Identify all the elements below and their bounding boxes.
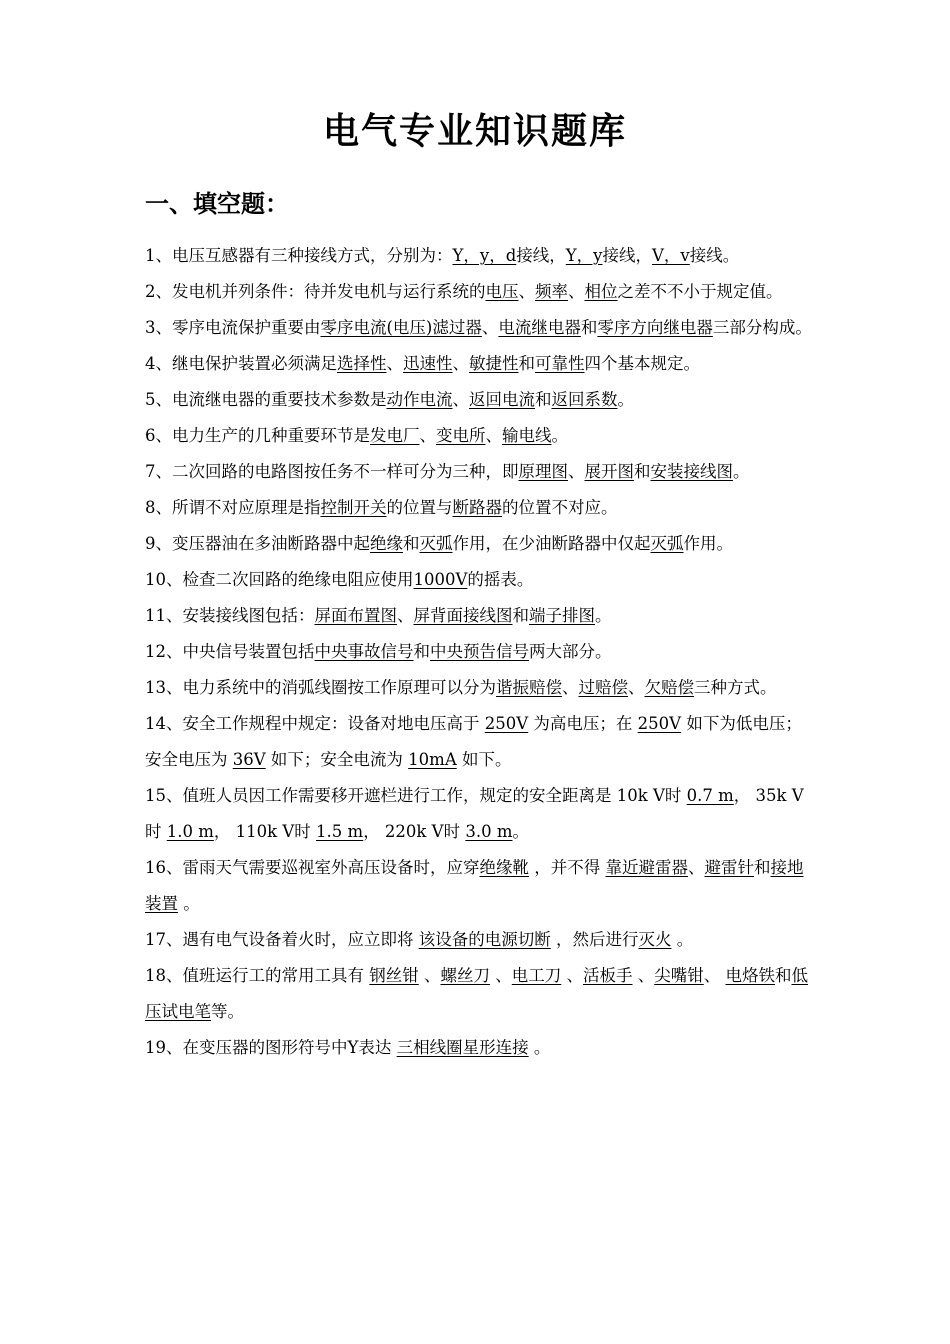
answer-blank: Y，y，d — [452, 246, 517, 265]
question-text: 、 — [452, 354, 469, 373]
answer-blank: 三相线圈星形连接 — [396, 1038, 529, 1057]
question-text: 、 — [518, 282, 535, 301]
question-item — [145, 418, 817, 454]
answer-blank: 相位 — [584, 282, 618, 301]
question-text: 的位置与 — [386, 498, 453, 517]
question-text: 、 — [419, 426, 436, 445]
question-text: 3、零序电流保护重要由 — [145, 318, 321, 337]
answer-blank: 活板手 — [583, 966, 633, 985]
answer-blank: 该设备的电源切断 — [418, 930, 551, 949]
answer-blank: 输电线 — [502, 426, 552, 445]
question-item — [145, 922, 817, 958]
question-text: 之差不不小于规定值。 — [617, 282, 783, 301]
question-text: 。 — [551, 426, 568, 445]
question-text: 、 — [628, 678, 645, 697]
answer-blank: V，v — [652, 246, 690, 265]
question-text: 。 — [617, 390, 634, 409]
question-text: 、 — [490, 966, 512, 985]
answer-blank: 敏捷性 — [469, 354, 519, 373]
answer-blank: 250V — [484, 714, 529, 733]
question-text: 和 — [754, 858, 771, 877]
answer-blank: 原理图 — [518, 462, 568, 481]
question-text: 10、检查二次回路的绝缘电阻应使用 — [145, 570, 414, 589]
question-text: ，并不得 — [529, 858, 606, 877]
question-item — [145, 562, 817, 598]
question-text: 和 — [775, 966, 792, 985]
answer-blank: 屏面布置图 — [314, 606, 397, 625]
answer-blank: 绝缘靴 — [479, 858, 529, 877]
question-text: 为高电压；在 — [528, 714, 638, 733]
question-text: 19、在变压器的图形符号中Y表达 — [145, 1038, 397, 1057]
answer-blank: 灭弧 — [419, 534, 453, 553]
question-text: 、 — [418, 966, 441, 985]
answer-blank: 屏背面接线图 — [413, 606, 513, 625]
question-text: 。 — [528, 1038, 551, 1057]
answer-blank: 谐振赔偿 — [496, 678, 562, 697]
question-text: 四个基本规定。 — [584, 354, 700, 373]
question-text: ， 35k V时 — [145, 786, 804, 841]
question-text: 13、电力系统中的消弧线圈按工作原理可以分为 — [145, 678, 496, 697]
question-item — [145, 670, 817, 706]
question-text: 12、中央信号装置包括 — [145, 642, 315, 661]
question-item — [145, 238, 817, 274]
answer-blank: 钢丝钳 — [369, 966, 419, 985]
question-text: 、 — [632, 966, 655, 985]
question-text: 。 — [512, 822, 529, 841]
question-text: 、 — [397, 606, 414, 625]
answer-blank: 1.0 m — [166, 822, 214, 841]
answer-blank: 尖嘴钳 — [654, 966, 704, 985]
answer-blank: 发电厂 — [370, 426, 420, 445]
answer-blank: 低压试电笔 — [145, 966, 808, 1021]
question-text: 、 — [452, 390, 469, 409]
answer-blank: 过赔偿 — [578, 678, 628, 697]
question-text: 、 — [485, 426, 502, 445]
question-text: 。 — [671, 930, 694, 949]
answer-blank: 1.5 m — [316, 822, 364, 841]
answer-blank: 变电所 — [436, 426, 486, 445]
answer-blank: 0.7 m — [686, 786, 734, 805]
question-text: 的位置不对应。 — [502, 498, 618, 517]
question-text: 和 — [512, 606, 529, 625]
question-item — [145, 1030, 817, 1066]
document-title: 电气专业知识题库 — [322, 111, 627, 152]
question-list — [145, 238, 817, 1066]
question-text: 和 — [413, 642, 430, 661]
question-item — [145, 274, 817, 310]
question-text: 6、电力生产的几种重要环节是 — [145, 426, 370, 445]
answer-blank: 电流继电器 — [498, 318, 581, 337]
question-text: 4、继电保护装置必须满足 — [145, 354, 337, 373]
answer-blank: 避雷针 — [704, 858, 754, 877]
answer-blank: 展开图 — [584, 462, 634, 481]
question-text: 和 — [403, 534, 420, 553]
question-text: 接线。 — [689, 246, 740, 265]
question-item — [145, 958, 817, 1030]
question-text: 如下。 — [456, 750, 512, 769]
question-text: 、 — [568, 462, 585, 481]
answer-blank: 绝缘 — [370, 534, 403, 553]
question-text: 等。 — [211, 1002, 244, 1021]
question-text: 如下；安全电流为 — [265, 750, 409, 769]
question-text: 三种方式。 — [694, 678, 777, 697]
answer-blank: 靠近避雷器 — [605, 858, 688, 877]
question-text: 接线， — [602, 246, 652, 265]
question-item — [145, 310, 817, 346]
question-text: ， 220k V时 — [363, 822, 466, 841]
answer-blank: 1000V — [413, 570, 468, 589]
section-heading: 一、填空题： — [145, 190, 289, 218]
answer-blank: 3.0 m — [465, 822, 513, 841]
question-text: 。 — [178, 894, 200, 913]
question-text: 2、发电机并列条件：待并发电机与运行系统的 — [145, 282, 486, 301]
answer-blank: 返回电流 — [469, 390, 535, 409]
question-text: 作用。 — [683, 534, 733, 553]
question-text: 的摇表。 — [467, 570, 534, 589]
answer-blank: 电工刀 — [511, 966, 562, 985]
question-text: 、 — [386, 354, 403, 373]
answer-blank: 螺丝刀 — [440, 966, 490, 985]
question-text: 作用，在少油断路器中仅起 — [452, 534, 651, 553]
answer-blank: 灭火 — [638, 930, 672, 949]
question-text: 接线， — [516, 246, 566, 265]
answer-blank: 动作电流 — [386, 390, 453, 409]
question-item — [145, 490, 817, 526]
answer-blank: 电烙铁 — [725, 966, 775, 985]
question-item — [145, 346, 817, 382]
question-text: 如下为低电压；安全电压为 — [145, 714, 802, 769]
question-text: 14、安全工作规程中规定：设备对地电压高于 — [145, 714, 485, 733]
question-text: 、 — [688, 858, 705, 877]
answer-blank: 中央事故信号 — [314, 642, 414, 661]
answer-blank: 零序电流(电压)滤过器 — [320, 318, 482, 337]
answer-blank: 欠赔偿 — [644, 678, 694, 697]
question-text: ， 110k V时 — [213, 822, 317, 841]
question-item — [145, 454, 817, 490]
question-text: 16、雷雨天气需要巡视室外高压设备时，应穿 — [145, 858, 480, 877]
question-text: 17、遇有电气设备着火时，应立即将 — [145, 930, 419, 949]
question-text: 三部分构成。 — [712, 318, 812, 337]
question-text: 和 — [535, 390, 552, 409]
question-text: 、 — [481, 318, 499, 337]
answer-blank: 36V — [232, 750, 266, 769]
question-text: 9、变压器油在多油断路器中起 — [145, 534, 370, 553]
answer-blank: 安装接线图 — [650, 462, 733, 481]
question-text: 。 — [733, 462, 750, 481]
answer-blank: 频率 — [535, 282, 568, 301]
question-item — [145, 634, 817, 670]
answer-blank: 10mA — [408, 750, 457, 769]
question-text: 15、值班人员因工作需要移开遮栏进行工作，规定的安全距离是 10k V时 — [145, 786, 687, 805]
question-text: 5、电流继电器的重要技术参数是 — [145, 390, 387, 409]
question-item — [145, 598, 817, 634]
question-item — [145, 778, 817, 850]
answer-blank: 电压 — [485, 282, 519, 301]
answer-blank: 250V — [637, 714, 682, 733]
question-text: ，然后进行 — [550, 930, 639, 949]
answer-blank: 零序方向继电器 — [597, 318, 713, 337]
answer-blank: 灭弧 — [650, 534, 684, 553]
question-text: 。 — [595, 606, 612, 625]
question-text: 、 — [568, 282, 585, 301]
answer-blank: 返回系数 — [551, 390, 618, 409]
question-text: 1、电压互感器有三种接线方式，分别为： — [145, 246, 453, 265]
answer-blank: 可靠性 — [535, 354, 585, 373]
answer-blank: 断路器 — [452, 498, 502, 517]
question-item — [145, 382, 817, 418]
answer-blank: 迅速性 — [403, 354, 453, 373]
question-text: 、 — [562, 678, 579, 697]
question-text: 7、二次回路的电路图按任务不一样可分为三种，即 — [145, 462, 519, 481]
answer-blank: 选择性 — [337, 354, 387, 373]
question-text: 11、安装接线图包括： — [145, 606, 315, 625]
answer-blank: 控制开关 — [320, 498, 387, 517]
question-item — [145, 526, 817, 562]
question-text: 两大部分。 — [529, 642, 612, 661]
question-text: 、 — [703, 966, 726, 985]
question-text: 和 — [518, 354, 535, 373]
answer-blank: 接地装置 — [145, 858, 804, 913]
question-text: 和 — [634, 462, 651, 481]
question-text: 18、值班运行工的常用工具有 — [145, 966, 370, 985]
question-text: 、 — [561, 966, 583, 985]
answer-blank: 端子排图 — [529, 606, 595, 625]
answer-blank: 中央预告信号 — [430, 642, 529, 661]
question-item — [145, 850, 817, 922]
question-item — [145, 706, 817, 778]
question-text: 和 — [580, 318, 598, 337]
question-text: 8、所谓不对应原理是指 — [145, 498, 321, 517]
answer-blank: Y，y — [565, 246, 603, 265]
